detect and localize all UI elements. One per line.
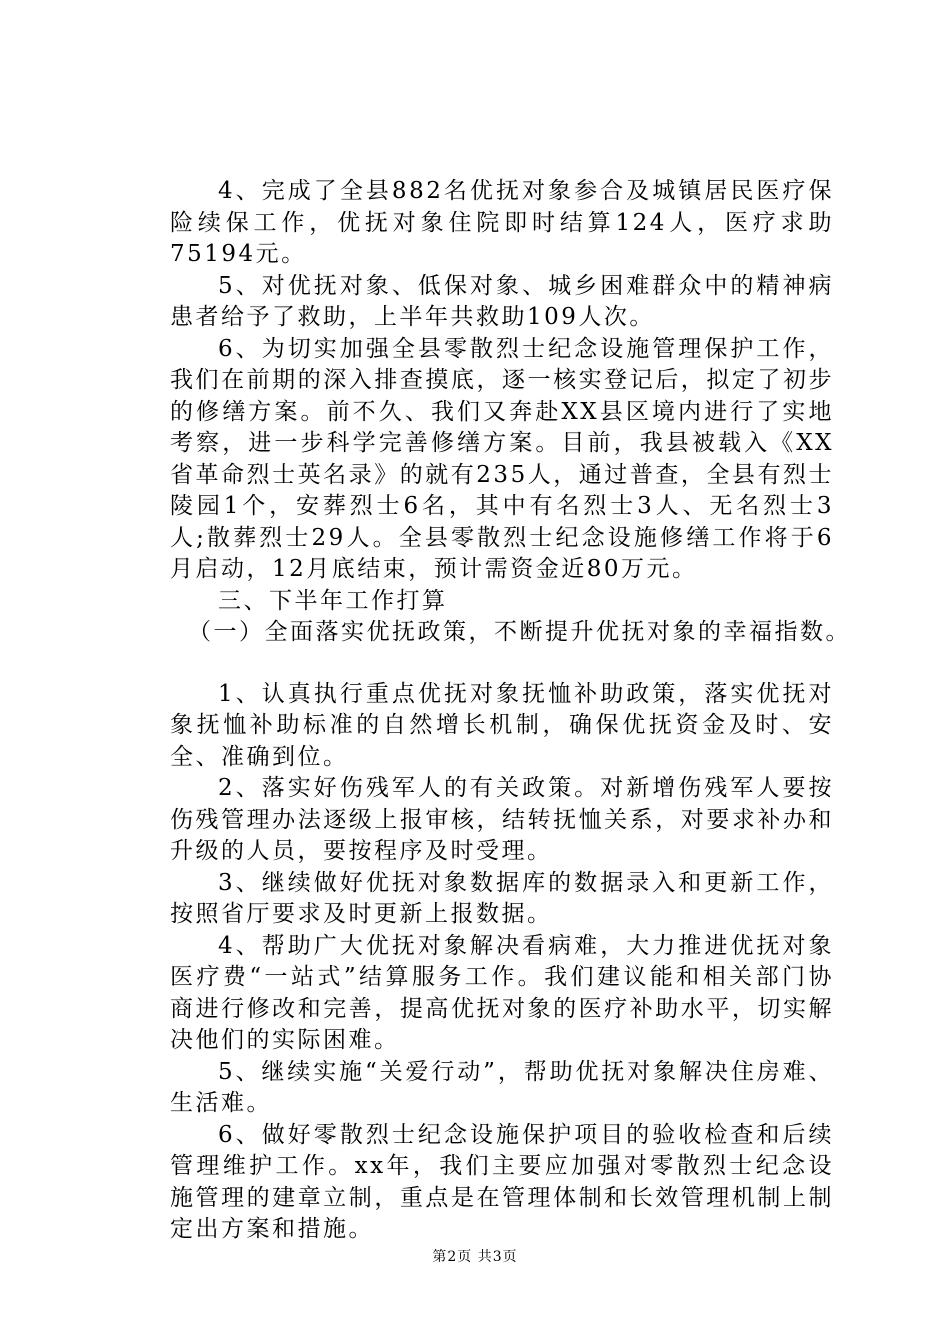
document-body — [170, 176, 851, 1246]
paragraph-plan-item-4: 4、帮助广大优抚对象解决看病难，大力推进优抚对象医疗费“一站式”结算服务工作。我们建议能和相关部门协商进行修改和完善，提高优抚对象的医疗补助水平，切实解决他们的实际困难。 — [170, 932, 834, 1053]
paragraph-spacer — [170, 649, 834, 679]
paragraph-item-5-mental-health-aid: 5、对优抚对象、低保对象、城乡困难群众中的精神病患者给予了救助，上半年共救助109人次。 — [170, 272, 834, 330]
paragraph-item-4-medical-insurance: 4、完成了全县882名优抚对象参合及城镇居民医疗保险续保工作，优抚对象住院即时结算124人，医疗求助75194元。 — [170, 178, 834, 267]
section-heading: 三、下半年工作打算 — [218, 587, 448, 614]
paragraph-plan-item-2: 2、落实好伤残军人的有关政策。对新增伤残军人要按伤残管理办法逐级上报审核，结转抚恤关系，对要求补办和升级的人员，要按程序及时受理。 — [170, 775, 834, 864]
paragraph-plan-item-6: 6、做好零散烈士纪念设施保护项目的验收检查和后续管理维护工作。xx年，我们主要应加强对零散烈士纪念设施管理的建章立制，重点是在管理体制和长效管理机制上制定出方案和措施。 — [170, 1121, 834, 1242]
paragraph-plan-item-3: 3、继续做好优抚对象数据库的数据录入和更新工作，按照省厅要求及时更新上报数据。 — [170, 869, 834, 927]
paragraph-plan-item-1: 1、认真执行重点优抚对象抚恤补助政策，落实优抚对象抚恤补助标准的自然增长机制，确保优抚资金及时、安全、准确到位。 — [170, 680, 834, 770]
paragraph-plan-item-5: 5、继续实施“关爱行动”，帮助优抚对象解决住房难、生活难。 — [170, 1058, 834, 1116]
subsection-heading: （一）全面落实优抚政策，不断提升优抚对象的幸福指数。 — [188, 619, 851, 645]
page-number-footer: 第2页 共3页 — [432, 1249, 518, 1265]
paragraph-item-6-martyr-memorials: 6、为切实加强全县零散烈士纪念设施管理保护工作，我们在前期的深入排查摸底，逐一核实登记后，拟定了初步的修缮方案。前不久、我们又奔赴XX县区境内进行了实地考察，进一步科学完善修缮方案。目前，我县被载入《XX省革命烈士英名录》的就有235人，通过普查，全县有烈士陵园1个，安葬烈士6名，其中有名烈士3人、无名烈士3人;散葬烈士29人。全县零散烈士纪念设施修缮工作将于6月启动，12月底结束，预计需资金近80万元。 — [170, 335, 834, 582]
